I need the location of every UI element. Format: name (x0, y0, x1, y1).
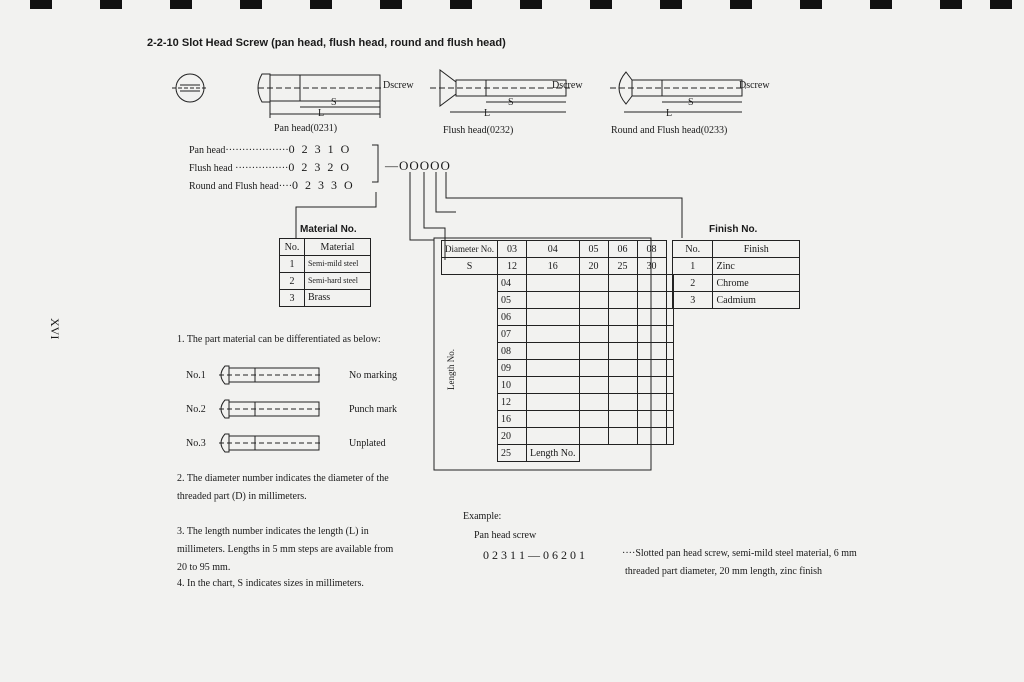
s-label-2: S (508, 97, 514, 108)
grid-cell (526, 360, 579, 377)
grid-cell (608, 343, 637, 360)
grid-cell (526, 275, 579, 292)
s-label-3: S (688, 97, 694, 108)
grid-cell (637, 394, 666, 411)
grid-cell (526, 377, 579, 394)
grid-cell (608, 411, 637, 428)
pan-head-caption: Pan head(0231) (274, 123, 338, 134)
length-no: 25 (497, 445, 526, 462)
length-row (442, 394, 674, 411)
diameter-no: 05 (579, 241, 608, 258)
grid-cell (579, 309, 608, 326)
s-value: 16 (526, 258, 579, 275)
length-row (442, 428, 674, 445)
grid-cell (637, 275, 666, 292)
diameter-label: Diameter No. (442, 241, 498, 258)
grid-cell (666, 326, 673, 343)
marking-text3: Unplated (349, 438, 386, 449)
grid-cell (579, 326, 608, 343)
example-code: 0 2 3 1 1 — 0 6 2 0 1 (483, 548, 585, 562)
grid-cell (608, 360, 637, 377)
grid-cell (579, 292, 608, 309)
example-label: Example: (463, 511, 502, 522)
diameter-no: 04 (526, 241, 579, 258)
grid-cell (666, 411, 673, 428)
s-label-1: S (331, 97, 337, 108)
grid-cell (526, 309, 579, 326)
code-flush: Flush head ················0 2 3 2 O (189, 160, 352, 174)
example-desc2: threaded part diameter, 20 mm length, zinc finish (625, 566, 823, 577)
material-header-material: Material (304, 239, 370, 256)
length-row (442, 326, 674, 343)
example-sub: Pan head screw (474, 530, 537, 541)
grid-cell (637, 411, 666, 428)
grid-cell (579, 411, 608, 428)
material-header-no: No. (280, 239, 305, 256)
diameter-no: 03 (497, 241, 526, 258)
dscrew-label-2: Dscrew (552, 80, 583, 91)
grid-cell (637, 309, 666, 326)
grid-cell (666, 309, 673, 326)
round-flush-caption: Round and Flush head(0233) (611, 125, 728, 136)
length-row (442, 360, 674, 377)
length-no: 07 (497, 326, 526, 343)
length-row (442, 309, 674, 326)
s-value: 20 (579, 258, 608, 275)
grid-cell (526, 292, 579, 309)
grid-cell (637, 428, 666, 445)
grid-cell (666, 377, 673, 394)
length-no: 12 (497, 394, 526, 411)
grid-cell (637, 326, 666, 343)
grid-cell (579, 428, 608, 445)
grid-cell (526, 343, 579, 360)
marking-no1: No.1 (186, 370, 206, 381)
code-suffix: —OOOOO (385, 158, 451, 173)
note-4: 4. In the chart, S indicates sizes in millimeters. (177, 578, 364, 589)
note-2: 2. The diameter number indicates the diameter of the threaded part (D) in millimeters. (177, 473, 389, 502)
l-label-1: L (318, 108, 325, 119)
dscrew-label-1: Dscrew (383, 80, 414, 91)
grid-cell (608, 292, 637, 309)
grid-cell (608, 326, 637, 343)
note-1: 1. The part material can be differentiated as below: (177, 334, 381, 345)
marking-text1: No marking (349, 370, 398, 381)
length-row (442, 292, 674, 309)
length-row (442, 377, 674, 394)
marking-no2: No.2 (186, 404, 206, 415)
length-row (442, 343, 674, 360)
grid-cell (637, 360, 666, 377)
marking-text2: Punch mark (349, 404, 398, 415)
grid-cell (666, 428, 673, 445)
grid-cell (579, 360, 608, 377)
s-value: 12 (497, 258, 526, 275)
dscrew-label-3: Dscrew (739, 80, 770, 91)
size-table (441, 240, 674, 462)
grid-cell (579, 343, 608, 360)
grid-cell (608, 275, 637, 292)
grid-cell (666, 394, 673, 411)
grid-cell (608, 428, 637, 445)
grid-cell (666, 343, 673, 360)
length-no: 05 (497, 292, 526, 309)
grid-cell (526, 411, 579, 428)
length-no: 04 (497, 275, 526, 292)
grid-cell (526, 394, 579, 411)
grid-cell (526, 326, 579, 343)
material-table: No. Material 1 Semi-mild steel 2 Semi-hard steel 3 Brass (279, 238, 371, 307)
grid-cell (579, 275, 608, 292)
s-value: 30 (637, 258, 666, 275)
length-row (442, 275, 674, 292)
finish-table: No. Finish 1 Zinc 2 Chrome 3 Cadmium (672, 240, 800, 309)
corner-label: Length No. (526, 445, 579, 462)
grid-cell (579, 394, 608, 411)
diameter-no: 06 (608, 241, 637, 258)
page-title: 2-2-10 Slot Head Screw (pan head, flush head, round and flush head) (147, 37, 506, 49)
length-row (442, 411, 674, 428)
diameter-no: 08 (637, 241, 666, 258)
grid-cell (579, 377, 608, 394)
marking-no3: No.3 (186, 438, 206, 449)
s-value: 25 (608, 258, 637, 275)
grid-cell (526, 428, 579, 445)
length-row (442, 445, 674, 462)
side-page-label: XVI (48, 318, 62, 340)
length-no: 16 (497, 411, 526, 428)
note-3: 3. The length number indicates the length (L) in millimeters. Lengths in 5 mm steps are available from 20 to 95 mm. (177, 526, 394, 573)
grid-cell (637, 377, 666, 394)
grid-cell (608, 394, 637, 411)
grid-cell (608, 309, 637, 326)
grid-cell (637, 343, 666, 360)
grid-cell (637, 292, 666, 309)
code-round-flush: Round and Flush head····0 2 3 3 O (189, 178, 355, 192)
grid-cell (666, 360, 673, 377)
code-pan: Pan head···················0 2 3 1 O (189, 142, 352, 156)
example-desc1: ····Slotted pan head screw, semi-mild steel material, 6 mm (622, 548, 857, 559)
length-no: 09 (497, 360, 526, 377)
finish-heading: Finish No. (709, 224, 758, 235)
length-no: 08 (497, 343, 526, 360)
material-heading: Material No. (300, 224, 357, 235)
flush-head-caption: Flush head(0232) (443, 125, 514, 136)
l-label-3: L (666, 108, 673, 119)
grid-cell (608, 377, 637, 394)
length-no: 20 (497, 428, 526, 445)
l-label-2: L (484, 108, 491, 119)
s-label: S (442, 258, 498, 275)
marking-diagrams (215, 362, 345, 457)
length-no: 10 (497, 377, 526, 394)
length-no: 06 (497, 309, 526, 326)
